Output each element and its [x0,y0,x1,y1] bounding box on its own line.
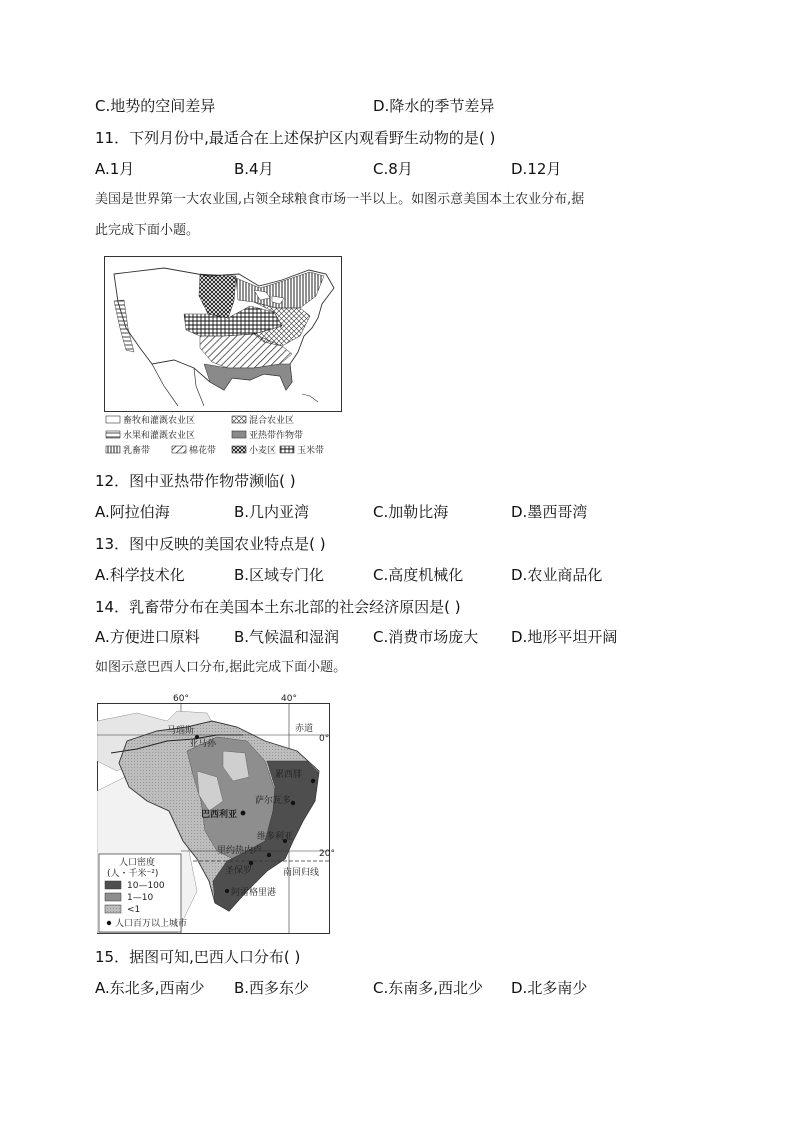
legend-city: 人口百万以上城市 [115,919,188,929]
city-porto-alegre: 阿雷格里港 [231,888,277,898]
q15-option-b: B.西多东少 [234,979,310,997]
q14-option-b: B.气候温和湿润 [234,628,340,646]
q11-option-a: A.1月 [95,160,135,178]
q11-option-c: C.8月 [373,160,413,178]
legend-label-ranching: 畜牧和灌溉农业区 [123,416,196,426]
q13-option-c: C.高度机械化 [373,566,464,584]
legend-mid: 1—10 [127,893,154,903]
q12-option-d: D.墨西哥湾 [511,503,588,521]
city-vitoria: 维多利亚 [257,832,294,842]
river-label: 亚马孙 [189,739,217,749]
tropic-label: 南回归线 [283,868,320,878]
brazil-map-legend [99,854,187,932]
q14-option-c: C.消费市场庞大 [373,628,479,646]
us-map-legend [106,414,324,456]
lon-label-60: 60° [173,694,189,704]
q15-option-d: D.北多南少 [511,979,588,997]
city-brasilia: 巴西利亚 [201,810,238,820]
city-rio: 里约热内卢 [217,846,263,856]
legend-low: <1 [127,905,141,915]
legend-label-cotton: 棉花带 [189,446,217,456]
q13-option-b: B.区域专门化 [234,566,325,584]
us-agriculture-map [104,256,349,465]
legend-label-mixed: 混合农业区 [249,416,295,426]
lat-label-20: 20° [319,849,335,859]
legend-label-dairy: 乳畜带 [123,446,151,456]
q15-option-a: A.东北多,西南少 [95,979,205,997]
equator-label: 赤道 [295,724,314,734]
q14-option-a: A.方便进口原料 [95,628,200,646]
q11-option-d: D.12月 [511,160,562,178]
q12-option-a: A.阿拉伯海 [95,503,170,521]
q14-option-d: D.地形平坦开阔 [511,628,618,646]
lon-label-40: 40° [281,694,297,704]
city-salvador: 萨尔瓦多 [255,796,292,806]
brazil-population-map [97,691,347,940]
q13-stem: 13．图中反映的美国农业特点是( ) [95,535,326,553]
legend-label-fruit: 水果和灌溉农业区 [123,431,196,441]
q13-option-d: D.农业商品化 [511,566,603,584]
intro-us-line1: 美国是世界第一大农业国,占领全球粮食市场一半以上。如图示意美国本土农业分布,据 [95,192,585,207]
legend-title: 人口密度 [119,858,156,868]
q13-option-a: A.科学技术化 [95,566,185,584]
legend-label-wheat: 小麦区 [249,446,277,456]
intro-us-line2: 此完成下面小题。 [95,223,200,238]
q10-option-d: D.降水的季节差异 [373,97,495,115]
q10-option-c: C.地势的空间差异 [95,97,216,115]
city-recife: 累西腓 [275,770,303,780]
legend-high: 10—100 [127,881,165,891]
intro-brazil-line1: 如图示意巴西人口分布,据此完成下面小题。 [95,660,347,675]
q11-stem: 11．下列月份中,最适合在上述保护区内观看野生动物的是( ) [95,129,496,147]
q12-option-b: B.几内亚湾 [234,503,310,521]
city-manaus: 马瑙斯 [167,726,195,736]
q11-option-b: B.4月 [234,160,274,178]
legend-label-corn: 玉米带 [297,446,325,456]
q15-stem: 15．据图可知,巴西人口分布( ) [95,948,301,966]
lat-label-0: 0° [319,734,330,744]
legend-unit: (人・千米⁻²) [107,869,159,879]
city-sao-paulo: 圣保罗 [225,866,253,876]
q12-option-c: C.加勒比海 [373,503,449,521]
q15-option-c: C.东南多,西北少 [373,979,484,997]
q14-stem: 14．乳畜带分布在美国本土东北部的社会经济原因是( ) [95,598,461,616]
q12-stem: 12．图中亚热带作物带濒临( ) [95,472,296,490]
legend-label-subtropical: 亚热带作物带 [249,431,304,441]
